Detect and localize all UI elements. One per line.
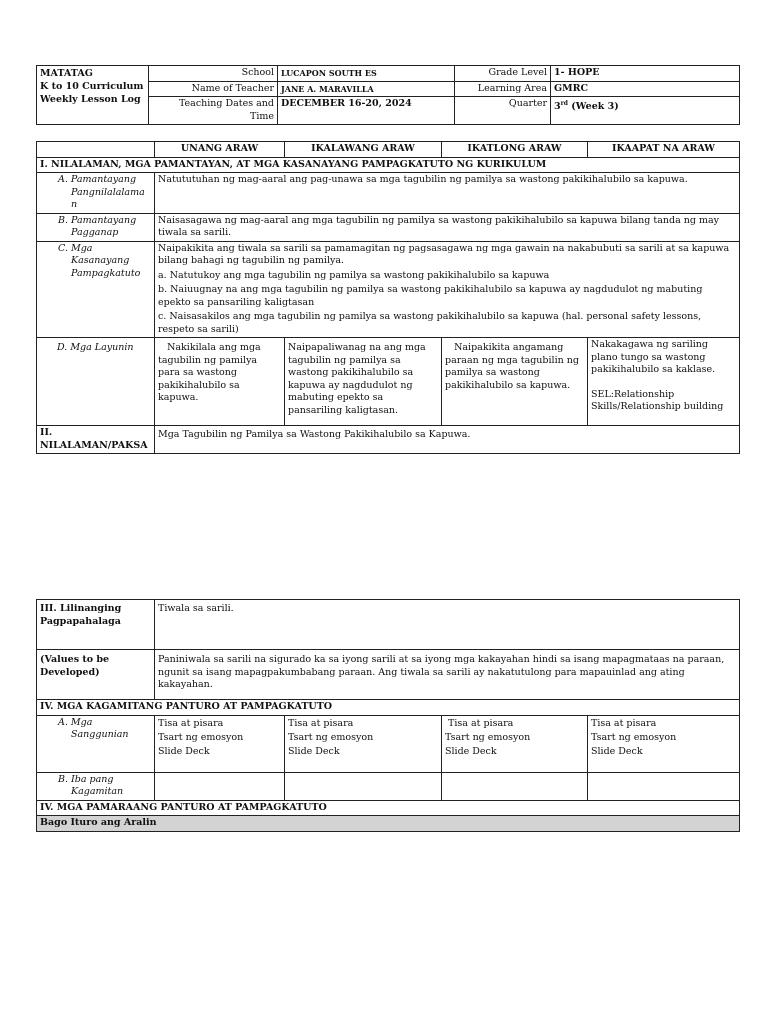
section-4-title: IV. MGA KAGAMITANG PANTURO AT PAMPAGKATUTO bbox=[37, 700, 740, 716]
values-text: Paniniwala sa sarili na sigurado ka sa iyong sarili at sa iyong mga kakayahan hindi sa isang mapagmataas na paraan, ngunit sa isang mapagpakumbabang paraan. Ang tiwala sa sarili ay nakatutulong para mapauinlad ang ating kakayahan. bbox=[155, 650, 740, 700]
dates-value: DECEMBER 16-20, 2024 bbox=[278, 97, 455, 125]
curriculum-title: MATATAG K to 10 Curriculum Weekly Lesson Log bbox=[37, 66, 149, 125]
kagamitan-day-1 bbox=[155, 772, 285, 800]
values-label: (Values to be Developed) bbox=[37, 650, 155, 700]
grade-value: 1- HOPE bbox=[551, 66, 740, 82]
lesson-table-1 bbox=[36, 141, 740, 454]
quarter-label: Quarter bbox=[455, 97, 551, 125]
dates-label: Teaching Dates and Time bbox=[149, 97, 278, 125]
materials-day-3: Tisa at pisara Tsart ng emosyon Slide Deck bbox=[442, 715, 588, 772]
lilinanging-pagpapahalaga-text: Tiwala sa sarili. bbox=[155, 600, 740, 650]
day-2-header: IKALAWANG ARAW bbox=[285, 142, 442, 158]
school-label: School bbox=[149, 66, 278, 82]
school-value: LUCAPON SOUTH ES bbox=[278, 66, 455, 82]
bago-ituro-header: Bago Ituro ang Aralin bbox=[37, 816, 740, 832]
quarter-value: 3rd (Week 3) bbox=[551, 97, 740, 125]
layunin-day-3: Naipakikita angamang paraan ng mga tagubilin ng pamilya sa wastong pakikihalubilo sa kapuwa. bbox=[442, 338, 588, 426]
pamantayang-pangnilalaman-label: A. Pamantayang Pangnilalalama n bbox=[37, 173, 155, 214]
iba-pang-kagamitan-label: B. Iba pang Kagamitan bbox=[37, 772, 155, 800]
day-1-header: UNANG ARAW bbox=[155, 142, 285, 158]
kasanayang-pampagkatuto-label: C. Mga Kasanayang Pampagkatuto bbox=[37, 241, 155, 338]
nilalaman-paksa-label: II. NILALAMAN/PAKSA bbox=[37, 426, 155, 454]
header-table bbox=[36, 65, 740, 125]
lilinanging-pagpapahalaga-label: III. Lilinanging Pagpapahalaga bbox=[37, 600, 155, 650]
sanggunian-label: A. Mga Sanggunian bbox=[37, 715, 155, 772]
kagamitan-day-3 bbox=[442, 772, 588, 800]
kagamitan-day-2 bbox=[285, 772, 442, 800]
materials-day-4: Tisa at pisara Tsart ng emosyon Slide Deck bbox=[588, 715, 740, 772]
kasanayang-pampagkatuto-text: Naipakikita ang tiwala sa sarili sa pamamagitan ng pagsasagawa ng mga gawain na nakabubuti sa sarili at sa kapuwa bilang bahagi ng tagubilin ng pamilya. a. Natutukoy ang mga tagubilin ng pamilya sa wastong pakikihalubilo sa kapuwa b. Naiuugnay na ang mga tagubilin ng pamilya sa wastong pakikihalubilo sa kapuwa ay nagdudulot ng mabuting epekto sa pansariling kaligtasan c. Naisasakilos ang mga tagubilin ng pamilya sa wastong pakikihalubilo sa kapuwa (hal. personal safety lessons, respeto sa sarili) bbox=[155, 241, 740, 338]
pamantayang-pagganap-text: Naisasagawa ng mag-aaral ang mga tagubilin ng pamilya sa wastong pakikihalubilo sa kapuwa bilang tanda ng may tiwala sa sarili. bbox=[155, 213, 740, 241]
section-5-title: IV. MGA PAMARAANG PANTURO AT PAMPAGKATUTO bbox=[37, 800, 740, 816]
pamantayang-pangnilalaman-text: Natututuhan ng mag-aaral ang pag-unawa sa mga tagubilin ng pamilya sa wastong pakikihalubilo sa kapuwa. bbox=[155, 173, 740, 214]
lesson-table-2 bbox=[36, 599, 740, 832]
mga-layunin-label: D. Mga Layunin bbox=[37, 338, 155, 426]
section-1-title: I. NILALAMAN, MGA PAMANTAYAN, AT MGA KASANAYANG PAMPAGKATUTO NG KURIKULUM bbox=[37, 157, 740, 173]
day-4-header: IKAAPAT NA ARAW bbox=[588, 142, 740, 158]
area-label: Learning Area bbox=[455, 81, 551, 97]
kagamitan-day-4 bbox=[588, 772, 740, 800]
day-3-header: IKATLONG ARAW bbox=[442, 142, 588, 158]
materials-day-1: Tisa at pisara Tsart ng emosyon Slide Deck bbox=[155, 715, 285, 772]
nilalaman-paksa-text: Mga Tagubilin ng Pamilya sa Wastong Pakikihalubilo sa Kapuwa. bbox=[155, 426, 740, 454]
materials-day-2: Tisa at pisara Tsart ng emosyon Slide Deck bbox=[285, 715, 442, 772]
area-value: GMRC bbox=[551, 81, 740, 97]
layunin-day-2: Naipapaliwanag na ang mga tagubilin ng pamilya sa wastong pakikihalubilo sa kapuwa ay nagdudulot ng mabuting epekto sa pansariling kaligtasan. bbox=[285, 338, 442, 426]
layunin-day-4: Nakakagawa ng sariling plano tungo sa wastong pakikihalubilo sa kaklase. SEL:Relationship Skills/Relationship building bbox=[588, 338, 740, 426]
pamantayang-pagganap-label: B. Pamantayang Pagganap bbox=[37, 213, 155, 241]
grade-label: Grade Level bbox=[455, 66, 551, 82]
layunin-day-1: Nakikilala ang mga tagubilin ng pamilya para sa wastong pakikihalubilo sa kapuwa. bbox=[155, 338, 285, 426]
teacher-value: JANE A. MARAVILLA bbox=[278, 81, 455, 97]
teacher-label: Name of Teacher bbox=[149, 81, 278, 97]
